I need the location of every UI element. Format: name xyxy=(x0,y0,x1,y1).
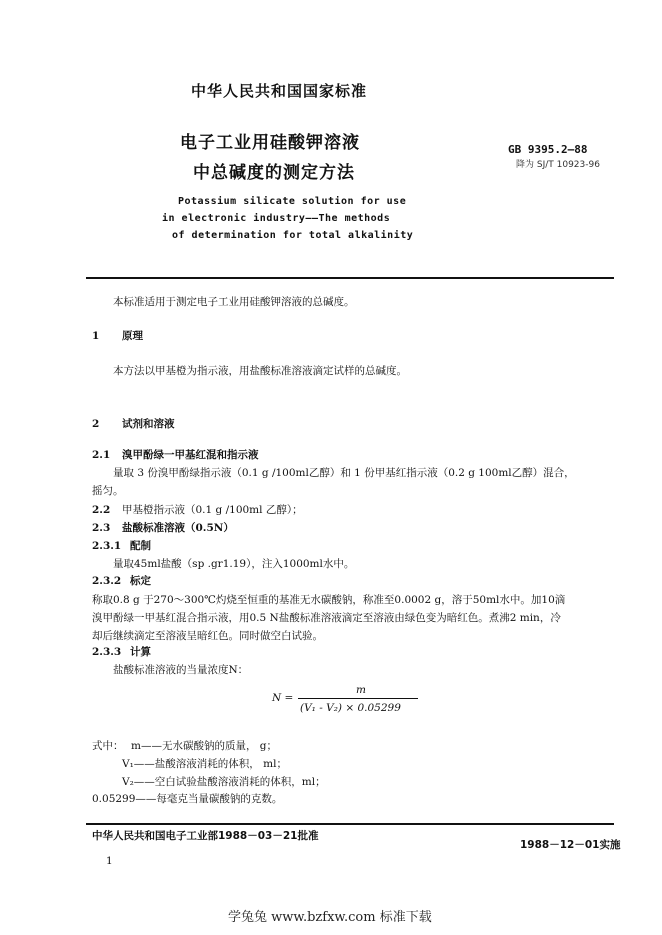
section-number: 2.1 xyxy=(92,449,111,461)
section-number: 2.3.2 xyxy=(92,575,122,587)
section-title: 试剂和溶液 xyxy=(122,418,175,430)
standard-number: GB 9395.2—88 xyxy=(508,143,588,156)
english-title-line-2: in electronic industry——The methods xyxy=(162,213,391,224)
formula-denominator: (V₁ - V₂) × 0.05299 xyxy=(300,702,401,714)
where-lead: 式中： xyxy=(92,740,124,752)
section-number: 2.3.1 xyxy=(92,540,122,552)
title-line-1: 电子工业用硅酸钾溶液 xyxy=(180,133,360,153)
section-1-text: 本方法以甲基橙为指示液，用盐酸标准溶液滴定试样的总碱度。 xyxy=(113,365,407,377)
where-item-constant: 0.05299——每毫克当量碳酸钠的克数。 xyxy=(92,793,283,805)
header-rule xyxy=(86,277,614,279)
section-title: 配制 xyxy=(130,540,151,552)
effective-date: 1988－12－01实施 xyxy=(520,839,621,851)
section-2-3-1-heading xyxy=(92,538,151,553)
section-2-3-2-line-3: 却后继续滴定至溶液呈暗红色。同时做空白试验。 xyxy=(92,630,323,642)
section-2-3-2-line-1: 称取0.8 g 于270～300℃灼烧至恒重的基准无水碳酸钠，称准至0.0002 g，溶于50ml水中。加10滴 xyxy=(92,594,566,606)
section-2-1-line-1: 量取 3 份溴甲酚绿指示液（0.1 g /100ml乙醇）和 1 份甲基红指示液（0.2 g 100ml乙醇）混合， xyxy=(113,467,575,479)
section-number: 2.2 xyxy=(92,504,111,516)
page-number: 1 xyxy=(106,855,113,867)
section-title: 计算 xyxy=(130,646,151,658)
section-title: 原理 xyxy=(122,330,143,342)
section-1-heading xyxy=(92,328,143,343)
section-text: 甲基橙指示液（0.1 g /100ml 乙醇）； xyxy=(122,504,303,516)
english-title-line-3: of determination for total alkalinity xyxy=(172,230,414,241)
section-2-heading xyxy=(92,416,175,431)
section-number: 2.3.3 xyxy=(92,646,122,658)
formula-lhs: N = xyxy=(272,692,294,704)
watermark: 学兔兔 www.bzfxw.com 标准下载 xyxy=(228,910,432,925)
where-item-v2: V₂——空白试验盐酸溶液消耗的体积，ml； xyxy=(122,776,326,788)
title-line-2: 中总碱度的测定方法 xyxy=(193,163,355,183)
section-2-2 xyxy=(92,502,303,517)
section-title: 溴甲酚绿一甲基红混和指示液 xyxy=(122,449,259,461)
section-2-1-heading xyxy=(92,447,259,462)
section-2-3-2-heading xyxy=(92,573,151,588)
section-number: 1 xyxy=(92,330,100,342)
section-number: 2.3 xyxy=(92,522,111,534)
formula-numerator: m xyxy=(356,684,366,696)
section-2-3 xyxy=(92,520,234,535)
section-2-3-3-heading xyxy=(92,644,151,659)
section-title: 标定 xyxy=(130,575,151,587)
approval-line: 中华人民共和国电子工业部1988－03－21批准 xyxy=(92,830,319,842)
section-number: 2 xyxy=(92,418,100,430)
issuing-org: 中华人民共和国国家标准 xyxy=(191,82,368,100)
section-2-3-1-text: 量取45ml盐酸（sp .gr1.19），注入1000ml水中。 xyxy=(113,558,355,570)
where-item-m: m——无水碳酸钠的质量， g； xyxy=(131,740,278,752)
section-2-3-2-line-2: 溴甲酚绿一甲基红混合指示液，用0.5 N盐酸标准溶液滴定至溶液由绿色变为暗红色。煮沸2 min，冷 xyxy=(92,612,561,624)
fraction-bar xyxy=(298,698,418,699)
section-2-3-3-text: 盐酸标准溶液的当量浓度N： xyxy=(113,664,249,676)
replacement-note: 降为 SJ/T 10923-96 xyxy=(516,160,600,170)
section-text: 盐酸标准溶液（0.5N） xyxy=(122,522,234,534)
english-title-line-1: Potassium silicate solution for use xyxy=(178,196,407,207)
where-item-v1: V₁——盐酸溶液消耗的体积， ml； xyxy=(122,758,287,770)
section-2-1-line-2: 摇匀。 xyxy=(92,485,124,497)
scope-statement: 本标准适用于测定电子工业用硅酸钾溶液的总碱度。 xyxy=(113,296,355,308)
footer-rule xyxy=(86,823,614,825)
